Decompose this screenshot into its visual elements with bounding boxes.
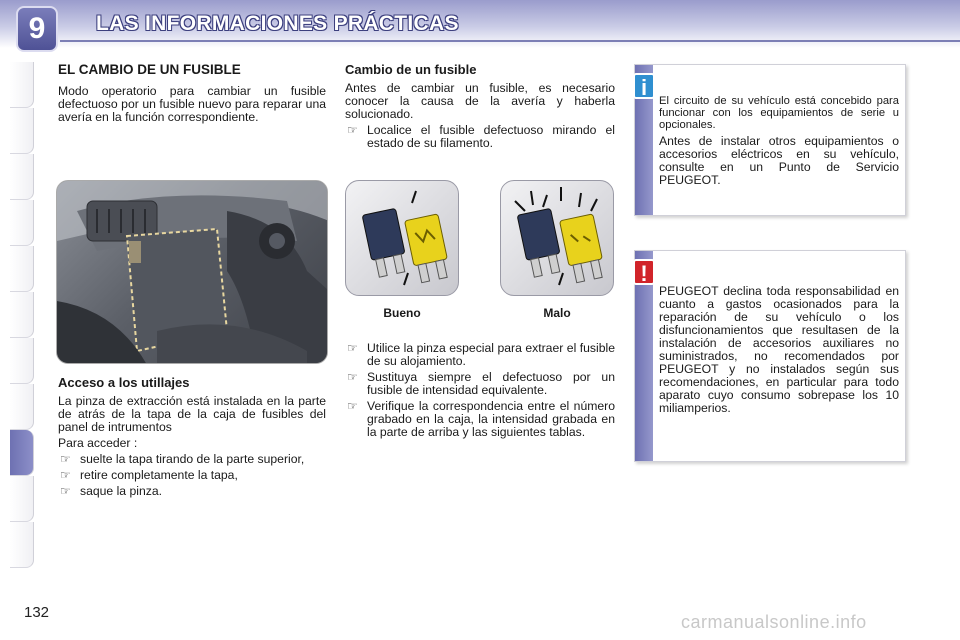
list-item: ☞ Localice el fusible defectuoso mirando el estado de su filamento. [347,123,615,150]
list-item: ☞ Utilice la pinza especial para extraer el fusible de su alojamiento. [347,341,615,368]
access-label: Para acceder : [58,436,138,450]
fuse-change-heading: Cambio de un fusible [345,62,477,77]
fuse-steps [345,342,615,442]
chapter-tab[interactable] [10,338,34,384]
page-number: 132 [24,604,50,621]
dashboard-fuse-panel-photo [56,180,328,364]
fuse-bad-label: Malo [543,306,571,320]
chapter-badge: 9 [16,6,58,52]
pointer-icon: ☞ [347,123,358,137]
info-box [634,64,906,216]
chapter-tab[interactable] [10,154,34,200]
list-item: ☞ Verifique la correspondencia entre el número grabado en la caja, la intensidad grabada en la parte de arriba y las siguientes tablas. [347,399,615,439]
info-text: El circuito de su vehículo está concebido para funcionar con los equipamientos de serie u opcionales. [659,95,899,131]
left-column [58,63,326,127]
list-item: ☞ Sustituya siempre el defectuoso por un fusible de intensidad equivalente. [347,370,615,397]
warning-text: PEUGEOT declina toda responsabilidad en cuanto a gastos ocasionados para la reparación de su vehículo o los disfuncionamientos que resultasen de la instalación de accesorios auxiliares no suministrados, no recomendados por PEUGEOT y no instalados según sus recomendaciones, en particular para todo aparato cuyo consumo sobrepase los 10 miliamperios. [659,284,899,415]
fuse-bad-illustration [500,180,614,296]
fuse-good-illustration [345,180,459,296]
warning-box [634,250,906,462]
access-steps [58,453,326,498]
tools-text: La pinza de extracción está instalada en la parte de atrás de la tapa de la caja de fusibles del panel de intrumentos [58,394,326,434]
chapter-tab[interactable] [10,292,34,338]
chapter-tabs [10,62,34,576]
pointer-icon: ☞ [60,452,71,466]
list-item: ☞ retire completamente la tapa, [60,468,238,482]
tools-heading: Acceso a los utillajes [58,375,190,390]
middle-column [345,63,615,153]
chapter-tab-active[interactable] [10,430,34,476]
fuse-good-label: Bueno [383,306,421,320]
pointer-icon: ☞ [60,484,71,498]
fuse-change-intro: Antes de cambiar un fusible, es necesario conocer la causa de la avería y haberla solucionado. [345,81,615,121]
warning-icon: ! [633,259,655,285]
header-divider [60,40,960,42]
pointer-icon: ☞ [60,468,71,482]
pointer-icon: ☞ [347,341,358,355]
watermark: carmanualsonline.info [681,612,867,632]
list-item: ☞ suelte la tapa tirando de la parte superior, [60,452,305,466]
chapter-tab[interactable] [10,522,34,568]
list-item: ☞ saque la pinza. [60,484,162,498]
info-icon: i [633,73,655,99]
intro-text: Modo operatorio para cambiar un fusible defectuoso por un fusible nuevo para reparar una avería en la función correspondiente. [58,84,326,124]
chapter-tab[interactable] [10,246,34,292]
pointer-icon: ☞ [347,399,358,413]
chapter-tab[interactable] [10,108,34,154]
page-title: LAS INFORMACIONES PRÁCTICAS [96,12,459,35]
tools-section [58,376,326,501]
chapter-tab[interactable] [10,476,34,522]
chapter-tab[interactable] [10,62,34,108]
chapter-tab[interactable] [10,384,34,430]
section-heading: EL CAMBIO DE UN FUSIBLE [58,62,241,77]
pointer-icon: ☞ [347,370,358,384]
chapter-tab[interactable] [10,200,34,246]
info-text: Antes de instalar otros equipamientos o accesorios eléctricos en su vehículo, consulte en un Punto de Servicio PEUGEOT. [659,134,899,187]
